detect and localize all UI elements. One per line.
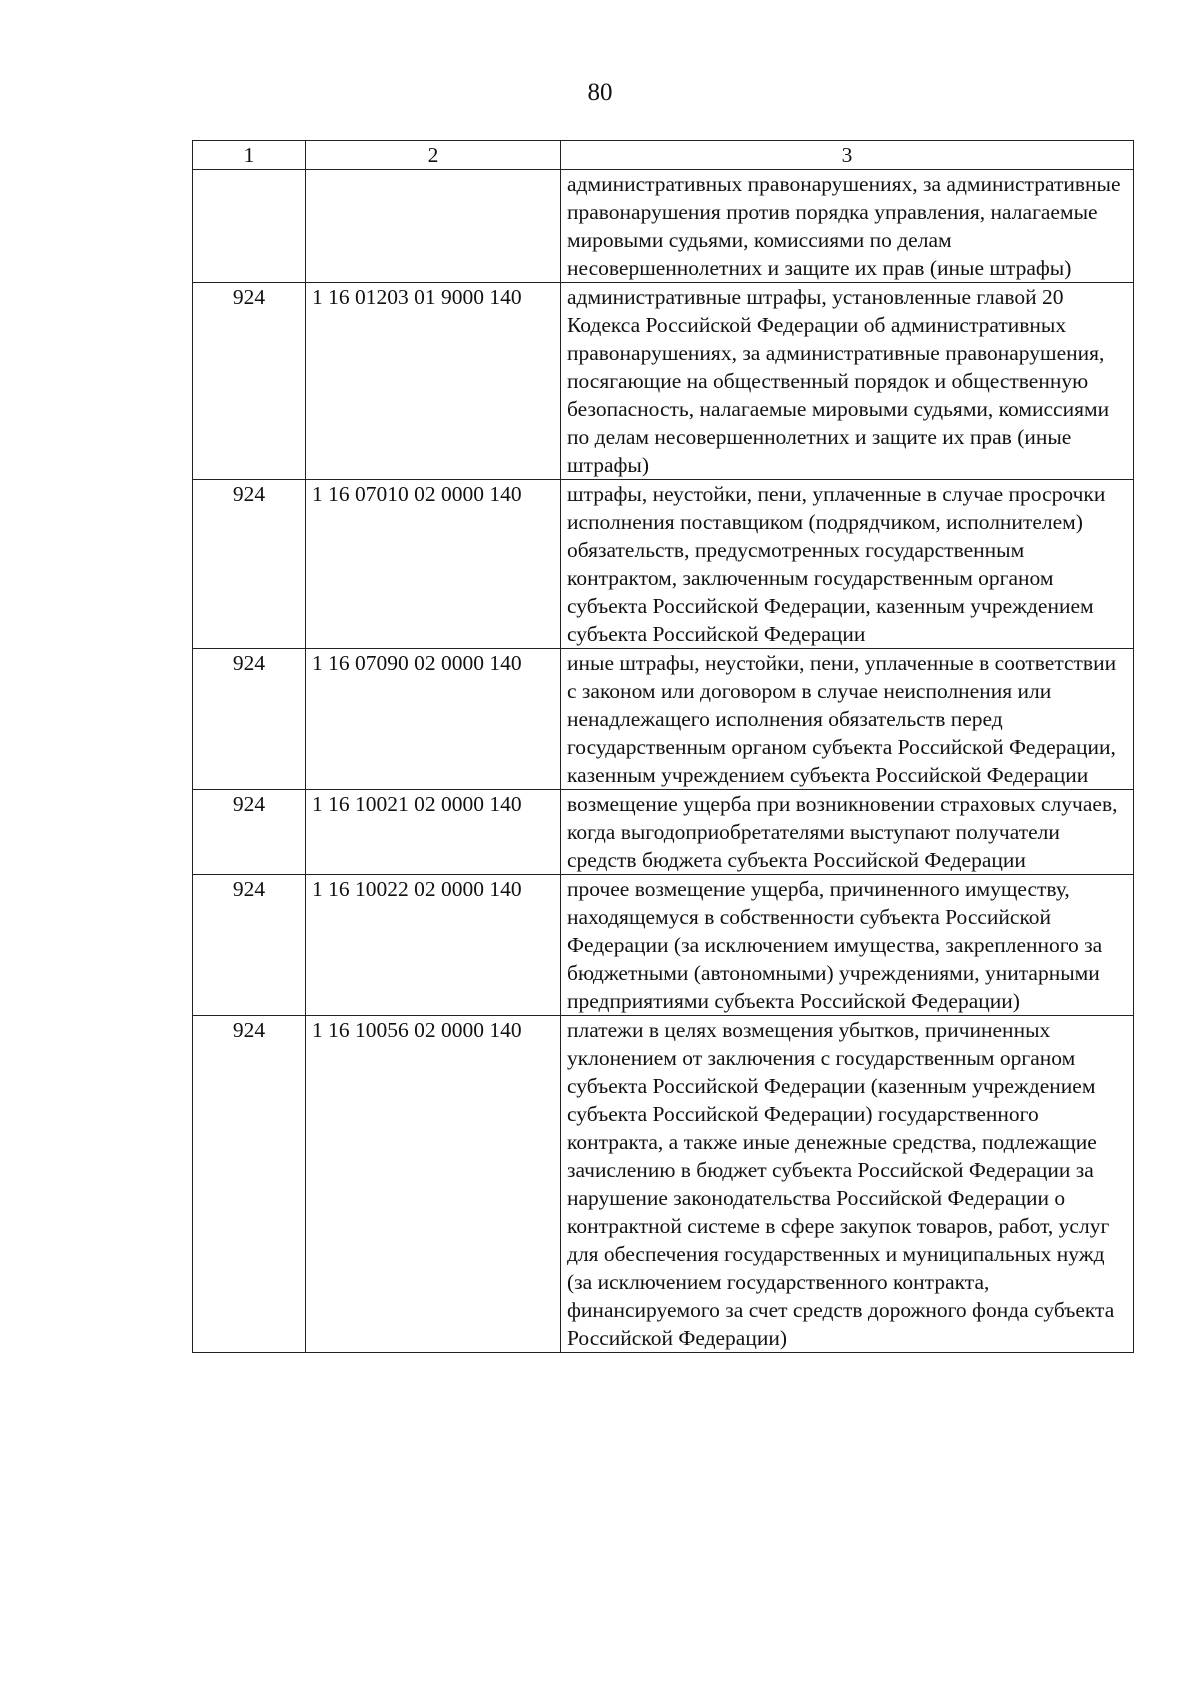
- admin-code-cell: 924: [193, 649, 306, 790]
- admin-code-cell: 924: [193, 480, 306, 649]
- revenue-name-cell: платежи в целях возмещения убытков, причиненных уклонением от заключения с государственным органом субъекта Российской Федерации (казенным учреждением субъекта Российской Федерации) государственного контракта, а также иные денежные средства, подлежащие зачислению в бюджет субъекта Российской Федерации за нарушение законодательства Российской Федерации о контрактной системе в сфере закупок товаров, работ, услуг для обеспечения государственных и муниципальных нужд (за исключением государственного контракта, финансируемого за счет средств дорожного фонда субъекта Российской Федерации): [561, 1016, 1134, 1353]
- budget-classification-table: [192, 140, 1134, 1353]
- table-row: [193, 480, 1134, 649]
- revenue-code-cell: 1 16 10022 02 0000 140: [306, 875, 561, 1016]
- revenue-code-cell: 1 16 10056 02 0000 140: [306, 1016, 561, 1353]
- table-header-row: [193, 141, 1134, 170]
- admin-code-cell: 924: [193, 790, 306, 875]
- table-row: [193, 649, 1134, 790]
- table-row: [193, 283, 1134, 480]
- column-header-3: 3: [561, 141, 1134, 170]
- table-row: [193, 1016, 1134, 1353]
- revenue-name-cell: прочее возмещение ущерба, причиненного имуществу, находящемуся в собственности субъекта Российской Федерации (за исключением имущества, закрепленного за бюджетными (автономными) учреждениями, унитарными предприятиями субъекта Российской Федерации): [561, 875, 1134, 1016]
- table-row: [193, 170, 1134, 283]
- revenue-code-cell: 1 16 07010 02 0000 140: [306, 480, 561, 649]
- table-row: [193, 875, 1134, 1016]
- revenue-name-cell: иные штрафы, неустойки, пени, уплаченные в соответствии с законом или договором в случае неисполнения или ненадлежащего исполнения обязательств перед государственным органом субъекта Российской Федерации, казенным учреждением субъекта Российской Федерации: [561, 649, 1134, 790]
- revenue-name-cell: штрафы, неустойки, пени, уплаченные в случае просрочки исполнения поставщиком (подрядчиком, исполнителем) обязательств, предусмотренных государственным контрактом, заключенным государственным органом субъекта Российской Федерации, казенным учреждением субъекта Российской Федерации: [561, 480, 1134, 649]
- page-number: 80: [587, 79, 613, 106]
- revenue-name-cell: возмещение ущерба при возникновении страховых случаев, когда выгодоприобретателями выступают получатели средств бюджета субъекта Российской Федерации: [561, 790, 1134, 875]
- column-header-2: 2: [306, 141, 561, 170]
- revenue-name-cell: административные штрафы, установленные главой 20 Кодекса Российской Федерации об административных правонарушениях, за административные правонарушения, посягающие на общественный порядок и общественную безопасность, налагаемые мировыми судьями, комиссиями по делам несовершеннолетних и защите их прав (иные штрафы): [561, 283, 1134, 480]
- table-row: [193, 790, 1134, 875]
- revenue-code-cell: 1 16 01203 01 9000 140: [306, 283, 561, 480]
- revenue-code-cell: [306, 170, 561, 283]
- revenue-code-cell: 1 16 10021 02 0000 140: [306, 790, 561, 875]
- revenue-name-cell: административных правонарушениях, за административные правонарушения против порядка управления, налагаемые мировыми судьями, комиссиями по делам несовершеннолетних и защите их прав (иные штрафы): [561, 170, 1134, 283]
- admin-code-cell: 924: [193, 283, 306, 480]
- admin-code-cell: 924: [193, 1016, 306, 1353]
- admin-code-cell: 924: [193, 875, 306, 1016]
- admin-code-cell: [193, 170, 306, 283]
- revenue-code-cell: 1 16 07090 02 0000 140: [306, 649, 561, 790]
- column-header-1: 1: [193, 141, 306, 170]
